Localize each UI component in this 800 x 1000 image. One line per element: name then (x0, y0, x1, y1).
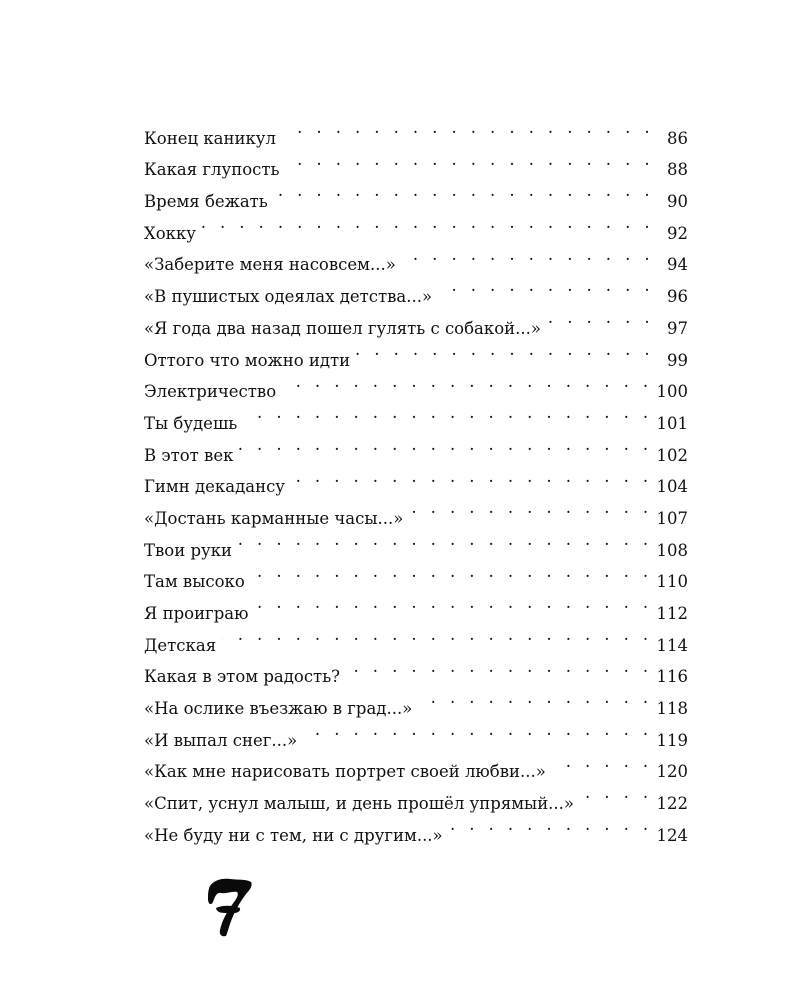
dot-leader (286, 144, 654, 176)
toc-entry-page: 122 (656, 794, 688, 814)
toc-entry-page: 112 (656, 604, 688, 623)
dot-leader (449, 809, 653, 841)
table-of-contents (144, 112, 688, 845)
toc-entry-title: Конец каникул (144, 128, 276, 148)
dot-leader (282, 366, 652, 398)
dot-leader (303, 714, 652, 746)
toc-entry-page: 99 (667, 350, 688, 370)
dot-leader (580, 777, 652, 809)
dot-leader (238, 524, 652, 556)
dot-leader (243, 397, 652, 429)
dot-leader (346, 651, 652, 683)
toc-entry-title: Оттого что можно идти (144, 350, 351, 370)
toc-entry-page: 116 (656, 667, 688, 687)
toc-entry-title: Электричество (144, 382, 277, 402)
toc-entry-title: Ты будешь (144, 413, 238, 433)
toc-entry-page: 120 (656, 762, 688, 782)
toc-entry (144, 207, 688, 243)
toc-entry-title: Детская (144, 635, 217, 655)
dot-leader (274, 175, 654, 207)
toc-entry-title: «Не буду ни с тем, ни с другим...» (144, 825, 443, 845)
toc-entry (144, 239, 688, 275)
toc-entry-page: 108 (656, 540, 688, 560)
toc-entry-page: 100 (656, 382, 688, 402)
dot-leader (438, 270, 654, 302)
toc-entry-page: 114 (656, 635, 688, 655)
toc-entry-title: Я проиграю (144, 604, 249, 623)
toc-entry-page: 107 (656, 508, 688, 528)
toc-entry-page: 96 (667, 287, 688, 307)
toc-entry-page: 110 (656, 572, 688, 592)
dot-leader (202, 207, 654, 239)
toc-entry-title: В этот век (144, 445, 234, 465)
dot-leader (552, 746, 653, 778)
dot-leader (282, 112, 654, 144)
dot-leader (254, 587, 652, 619)
toc-entry-page: 124 (656, 825, 688, 845)
dot-leader (547, 302, 654, 334)
toc-entry-title: «Я года два назад пошел гулять с собакой...» (144, 318, 541, 338)
toc-entry (144, 651, 688, 687)
toc-entry-page: 97 (667, 318, 688, 338)
dot-leader (418, 682, 652, 714)
toc-entry-title: Хокку (144, 223, 197, 243)
toc-entry-page: 92 (667, 223, 688, 243)
toc-entry-page: 86 (667, 128, 688, 148)
toc-entry-title: «На ослике въезжаю в град...» (144, 699, 413, 719)
toc-entry-title: «Заберите меня насовсем...» (144, 255, 396, 275)
dot-leader (356, 334, 654, 366)
toc-entry-title: Какая в этом радость? (144, 667, 341, 687)
toc-entry-title: Какая глупость (144, 160, 280, 180)
toc-entry (144, 619, 688, 655)
page-number-7-icon (206, 872, 254, 938)
toc-entry-page: 104 (656, 477, 688, 497)
toc-entry-page: 88 (667, 160, 688, 180)
dot-leader (222, 619, 652, 651)
toc-entry-page: 101 (656, 413, 688, 433)
dot-leader (409, 492, 652, 524)
toc-entry-page: 118 (656, 699, 688, 719)
toc-entry-page: 119 (656, 730, 688, 750)
toc-entry-title: Там высоко (144, 572, 245, 592)
toc-entry-page: 102 (656, 445, 688, 465)
toc-entry-title: «Как мне нарисовать портрет своей любви...» (144, 762, 546, 782)
toc-entry-page: 90 (667, 192, 688, 212)
toc-entry (144, 112, 688, 148)
dot-leader (251, 556, 653, 588)
toc-entry-title: «В пушистых одеялах детства...» (144, 287, 433, 307)
toc-entry-title: «И выпал снег...» (144, 730, 298, 750)
toc-entry-title: «Спит, уснул малыш, и день прошёл упрямый...» (144, 794, 575, 814)
dot-leader (402, 239, 654, 271)
toc-entry-page: 94 (667, 255, 688, 275)
toc-entry-title: Гимн декадансу (144, 477, 286, 497)
toc-entry-title: «Достань карманные часы...» (144, 508, 404, 528)
toc-entry-title: Твои руки (144, 540, 233, 560)
dot-leader (239, 429, 652, 461)
toc-entry-title: Время бежать (144, 192, 268, 212)
dot-leader (291, 461, 652, 493)
